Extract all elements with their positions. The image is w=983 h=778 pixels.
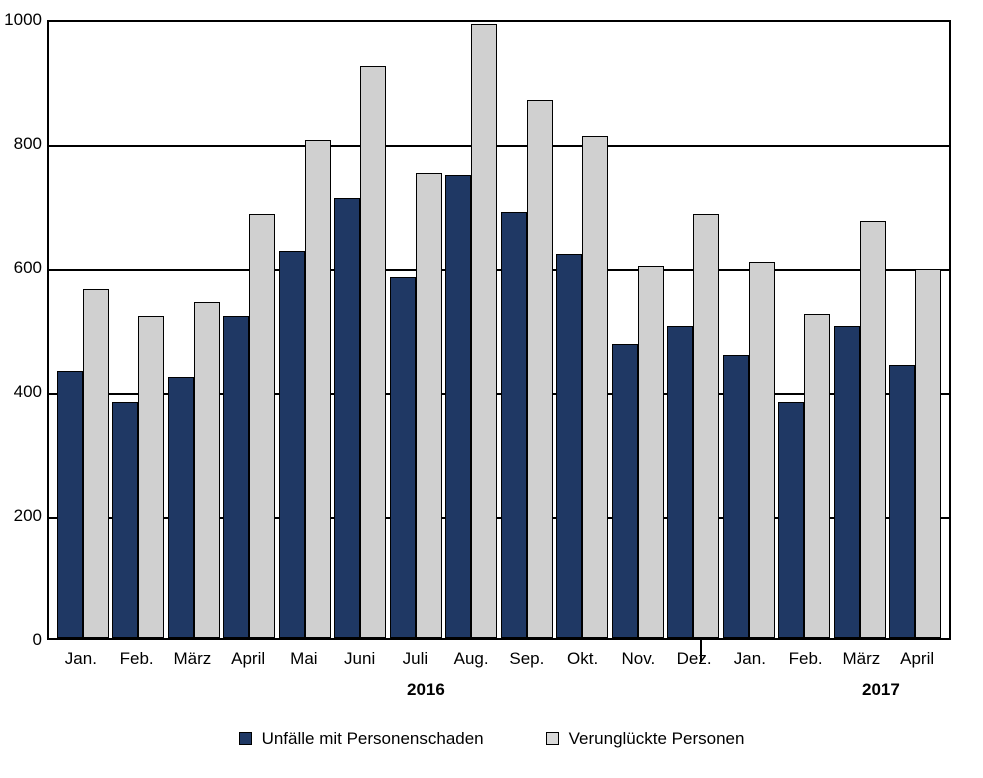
bar	[778, 402, 804, 638]
plot-area	[47, 20, 951, 640]
bar-group	[166, 22, 222, 638]
x-axis-tick-label: Jan.	[733, 649, 766, 668]
bar	[416, 173, 442, 638]
x-axis-tick-label: Aug.	[453, 649, 489, 668]
x-axis-tick-label: März	[173, 649, 212, 668]
x-axis-tick-label: Feb.	[788, 649, 823, 668]
x-axis-tick-label: Nov.	[621, 649, 656, 668]
chart-legend	[0, 730, 983, 747]
bar	[501, 212, 527, 638]
bar-group	[832, 22, 888, 638]
x-axis-tick-label: Sep.	[509, 649, 545, 668]
legend-item	[546, 730, 745, 747]
y-axis	[0, 0, 42, 660]
bar-group	[388, 22, 444, 638]
bar	[194, 302, 220, 638]
bar	[638, 266, 664, 638]
bar	[471, 24, 497, 638]
bar-group	[555, 22, 611, 638]
legend-label: Verunglückte Personen	[568, 729, 745, 748]
x-axis-tick-label: Juni	[344, 649, 376, 668]
bar	[527, 100, 553, 638]
bar-group	[55, 22, 111, 638]
x-axis-tick-label: April	[231, 649, 266, 668]
bar-group	[610, 22, 666, 638]
bar	[57, 371, 83, 638]
bar	[693, 214, 719, 638]
bar	[889, 365, 915, 638]
y-axis-tick-label: 1000	[4, 10, 42, 29]
x-axis-tick-label: Feb.	[119, 649, 154, 668]
x-axis	[47, 646, 951, 674]
bar	[612, 344, 638, 638]
bar-group	[721, 22, 777, 638]
bar	[249, 214, 275, 638]
bar	[112, 402, 138, 638]
bar	[582, 136, 608, 638]
bar	[334, 198, 360, 638]
bar	[390, 277, 416, 638]
bar	[279, 251, 305, 639]
bars-layer	[49, 22, 949, 638]
bar-group	[444, 22, 500, 638]
x-axis-tick-label: Juli	[402, 649, 429, 668]
bar-group	[499, 22, 555, 638]
bar	[83, 289, 109, 638]
year-label-2016: 2016	[407, 680, 445, 699]
y-axis-tick-label: 200	[13, 506, 42, 525]
x-axis-tick-label: März	[842, 649, 881, 668]
bar-group	[777, 22, 833, 638]
bar	[556, 254, 582, 638]
x-axis-tick-label: Okt.	[567, 649, 599, 668]
bar	[860, 221, 886, 638]
bar	[804, 314, 830, 638]
bar-group	[888, 22, 944, 638]
x-axis-tick-label: April	[900, 649, 935, 668]
x-axis-tick-label: Jan.	[64, 649, 97, 668]
year-label-2017: 2017	[862, 680, 900, 699]
bar	[138, 316, 164, 638]
bar	[168, 377, 194, 638]
bar-group	[666, 22, 722, 638]
bar	[749, 262, 775, 638]
bar	[445, 175, 471, 638]
bar-group	[111, 22, 167, 638]
bar	[834, 326, 860, 638]
legend-item	[239, 730, 484, 747]
y-axis-tick-label: 0	[32, 630, 42, 649]
x-axis-tick-label: Mai	[290, 649, 318, 668]
legend-label: Unfälle mit Personenschaden	[261, 729, 484, 748]
y-axis-tick-label: 800	[13, 134, 42, 153]
bar	[667, 326, 693, 638]
bar	[915, 269, 941, 638]
y-axis-tick-label: 400	[13, 382, 42, 401]
bar	[223, 316, 249, 638]
bar-group	[222, 22, 278, 638]
bar-group	[277, 22, 333, 638]
legend-swatch-icon	[239, 732, 252, 745]
legend-swatch-icon	[546, 732, 559, 745]
bar	[305, 140, 331, 638]
y-axis-tick-label: 600	[13, 258, 42, 277]
bar	[723, 355, 749, 638]
bar	[360, 66, 386, 638]
x-axis-tick-label: Dez.	[676, 649, 712, 668]
year-captions	[47, 680, 951, 704]
bar-group	[333, 22, 389, 638]
